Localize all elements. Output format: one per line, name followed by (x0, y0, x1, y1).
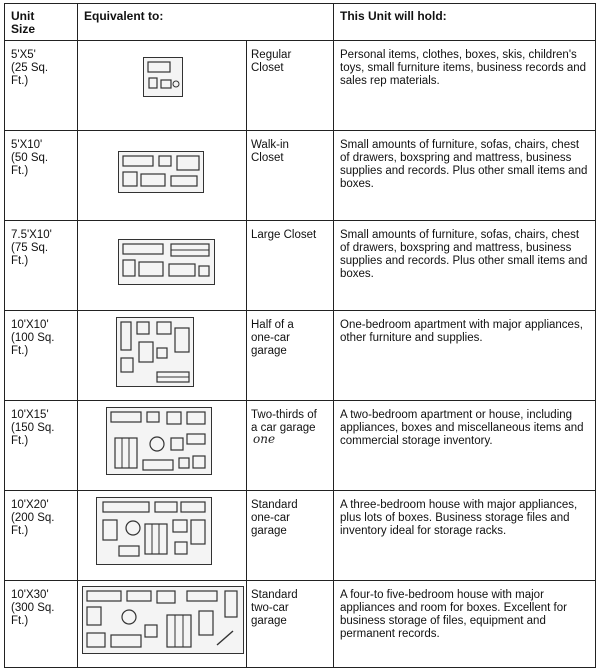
header-row (5, 4, 596, 41)
header-equivalent: Equivalent to: (78, 4, 334, 41)
table-row (5, 311, 596, 401)
half-garage-floorplan-icon (78, 311, 247, 401)
storage-unit-table-page (4, 3, 595, 640)
table-row (5, 401, 596, 491)
holds-cell: Small amounts of furniture, sofas, chairs, chest of drawers, boxspring and mattress, business supplies and records. Plus other small items and boxes. (334, 221, 596, 311)
table-row (5, 581, 596, 668)
walk-in-closet-floorplan-icon (78, 131, 247, 221)
storage-unit-table (4, 3, 596, 668)
equivalent-cell: Large Closet (247, 221, 334, 311)
large-closet-floorplan-icon (78, 221, 247, 311)
holds-cell: A four-to five-bedroom house with major appliances and room for boxes. Excellent for business storage of files, equipment and permanent records. (334, 581, 596, 668)
table-row (5, 221, 596, 311)
handwritten-note: one (253, 432, 276, 446)
unit-size-cell: 10'X20' (200 Sq. Ft.) (5, 491, 78, 581)
holds-cell: One-bedroom apartment with major appliances, other furniture and supplies. (334, 311, 596, 401)
table-row (5, 491, 596, 581)
two-thirds-garage-floorplan-icon (78, 401, 247, 491)
equivalent-cell: Regular Closet (247, 41, 334, 131)
equivalent-cell: Standard two-car garage (247, 581, 334, 668)
unit-size-cell: 7.5'X10' (75 Sq. Ft.) (5, 221, 78, 311)
unit-size-cell: 10'X10' (100 Sq. Ft.) (5, 311, 78, 401)
table-row (5, 131, 596, 221)
unit-size-cell: 5'X10' (50 Sq. Ft.) (5, 131, 78, 221)
two-car-garage-floorplan-icon (78, 581, 247, 668)
unit-size-cell: 10'X15' (150 Sq. Ft.) (5, 401, 78, 491)
holds-cell: A three-bedroom house with major appliances, plus lots of boxes. Business storage files and inventory ideal for storage racks. (334, 491, 596, 581)
table-row (5, 41, 596, 131)
header-unit-size: Unit Size (5, 4, 78, 41)
equivalent-cell: Standard one-car garage (247, 491, 334, 581)
equivalent-cell: Half of a one-car garage (247, 311, 334, 401)
unit-size-cell: 10'X30' (300 Sq. Ft.) (5, 581, 78, 668)
holds-cell: Small amounts of furniture, sofas, chairs, chest of drawers, boxspring and mattress, business supplies and records. Plus other small items and boxes. (334, 131, 596, 221)
holds-cell: A two-bedroom apartment or house, including appliances, boxes and miscellaneous items and commercial storage inventory. (334, 401, 596, 491)
header-will-hold: This Unit will hold: (334, 4, 596, 41)
unit-size-cell: 5'X5' (25 Sq. Ft.) (5, 41, 78, 131)
holds-cell: Personal items, clothes, boxes, skis, children's toys, small furniture items, business records and sales rep materials. (334, 41, 596, 131)
one-car-garage-floorplan-icon (78, 491, 247, 581)
small-closet-floorplan-icon (78, 41, 247, 131)
equivalent-cell: Two-thirds of a car garage one (247, 401, 334, 491)
equivalent-cell: Walk-in Closet (247, 131, 334, 221)
